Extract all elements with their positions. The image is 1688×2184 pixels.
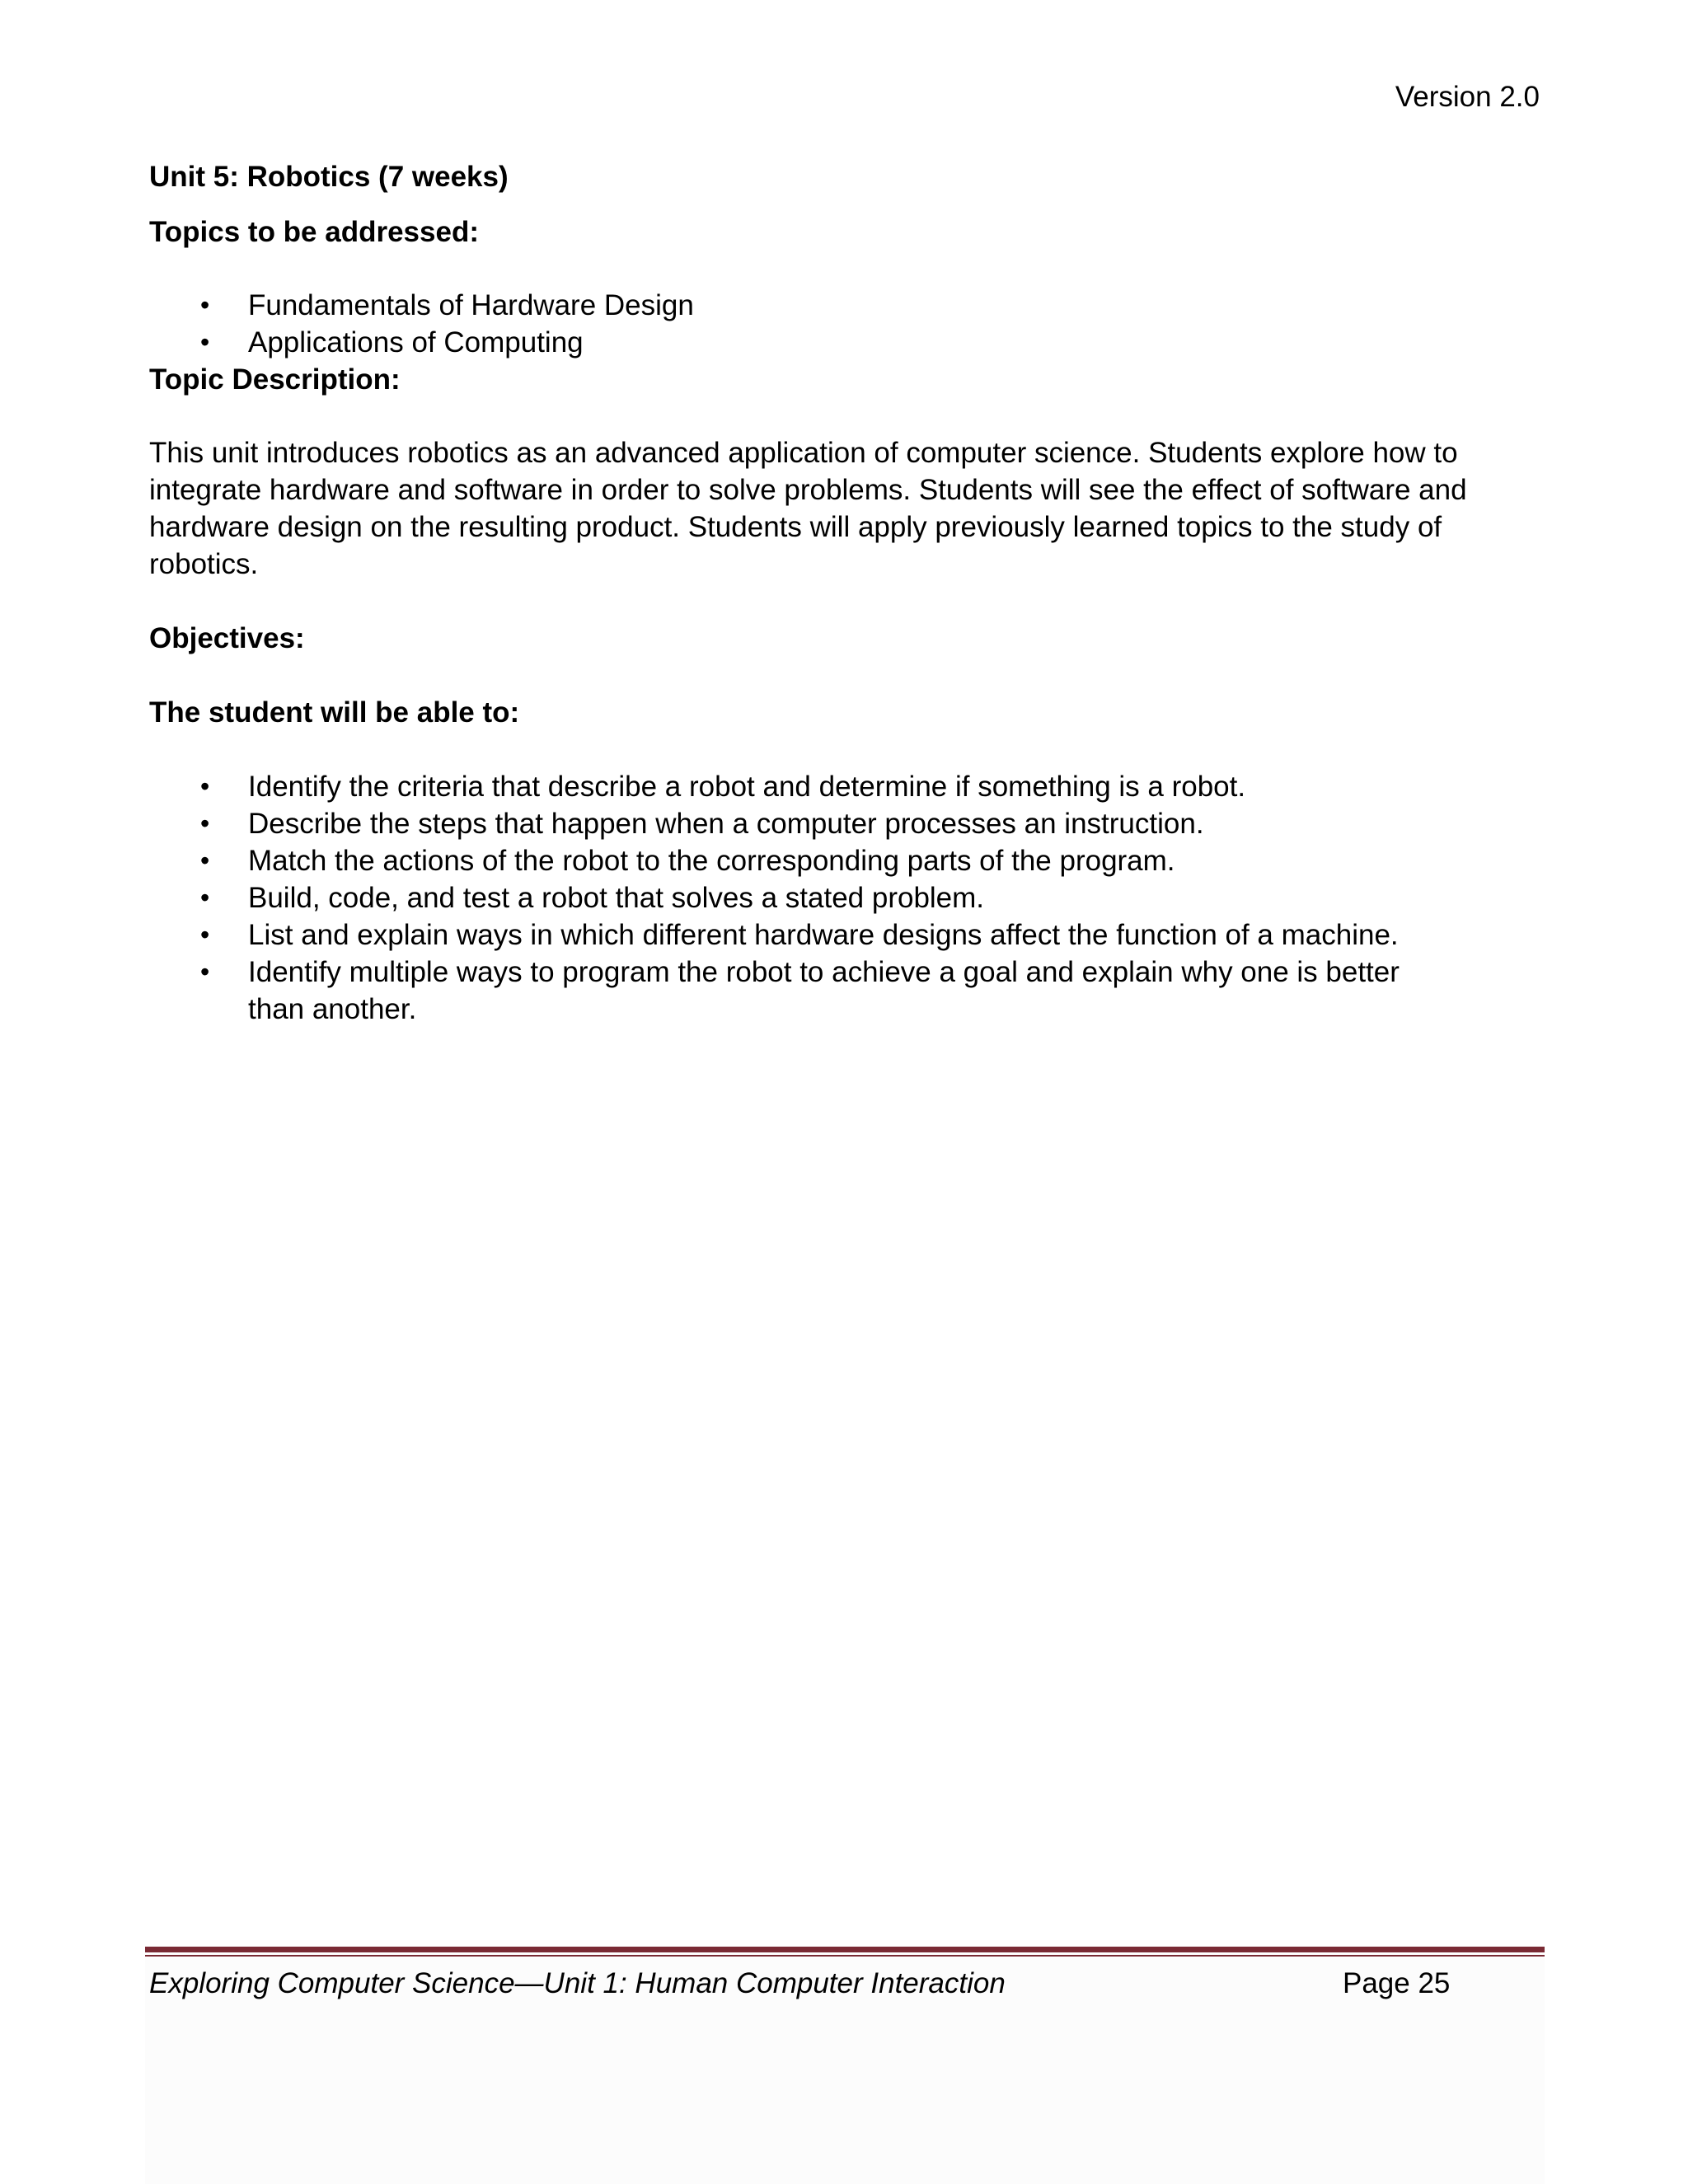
bullet-icon: • — [200, 327, 210, 357]
objective-item-text: Describe the steps that happen when a computer processes an instruction. — [248, 808, 1204, 840]
list-item — [149, 954, 1402, 1028]
page-number: Page 25 — [1343, 1967, 1451, 1999]
list-item — [149, 768, 1451, 805]
objectives-subheading: The student will be able to: — [149, 696, 520, 729]
version-label: Version 2.0 — [1395, 81, 1540, 113]
footer-title: Exploring Computer Science—Unit 1: Human Computer Interaction — [149, 1967, 1006, 1999]
bullet-icon: • — [200, 771, 210, 801]
objective-item-text: Build, code, and test a robot that solves a stated problem. — [248, 882, 985, 914]
bullet-icon: • — [200, 883, 210, 912]
objectives-heading: Objectives: — [149, 622, 305, 654]
topics-heading: Topics to be addressed: — [149, 216, 479, 248]
footer-divider — [145, 1947, 1545, 1952]
objective-item-text: Match the actions of the robot to the corresponding parts of the program. — [248, 845, 1175, 877]
main-content — [149, 158, 1550, 1028]
objective-item-text: Identify multiple ways to program the robot to achieve a goal and explain why one is better than another. — [248, 956, 1400, 1025]
bullet-icon: • — [200, 957, 210, 987]
topics-list — [149, 287, 1550, 361]
list-item — [149, 805, 1451, 842]
objective-item-text: Identify the criteria that describe a robot and determine if something is a robot. — [248, 771, 1246, 803]
list-item — [149, 916, 1402, 954]
bullet-icon: • — [200, 920, 210, 949]
bullet-icon: • — [200, 290, 210, 320]
list-item — [149, 324, 1550, 361]
footer-divider-thin — [145, 1955, 1545, 1957]
list-item — [149, 879, 1451, 916]
list-item — [149, 287, 1550, 324]
description-heading: Topic Description: — [149, 363, 401, 396]
objectives-list — [149, 768, 1550, 1028]
bullet-icon: • — [200, 846, 210, 875]
list-item — [149, 842, 1451, 879]
topic-item-text: Fundamentals of Hardware Design — [248, 289, 694, 321]
description-paragraph: This unit introduces robotics as an advanced application of computer science. Students explore how to integrate hardware and software in order to solve problems. Students will see the effect of software and hardware design on the resulting product. Students will apply previously learned topics to the study of robotics. — [149, 437, 1467, 580]
topic-item-text: Applications of Computing — [248, 326, 584, 359]
unit-title: Unit 5: Robotics (7 weeks) — [149, 161, 509, 193]
objective-item-text: List and explain ways in which different hardware designs affect the function of a machine. — [248, 919, 1399, 951]
bullet-icon: • — [200, 808, 210, 838]
